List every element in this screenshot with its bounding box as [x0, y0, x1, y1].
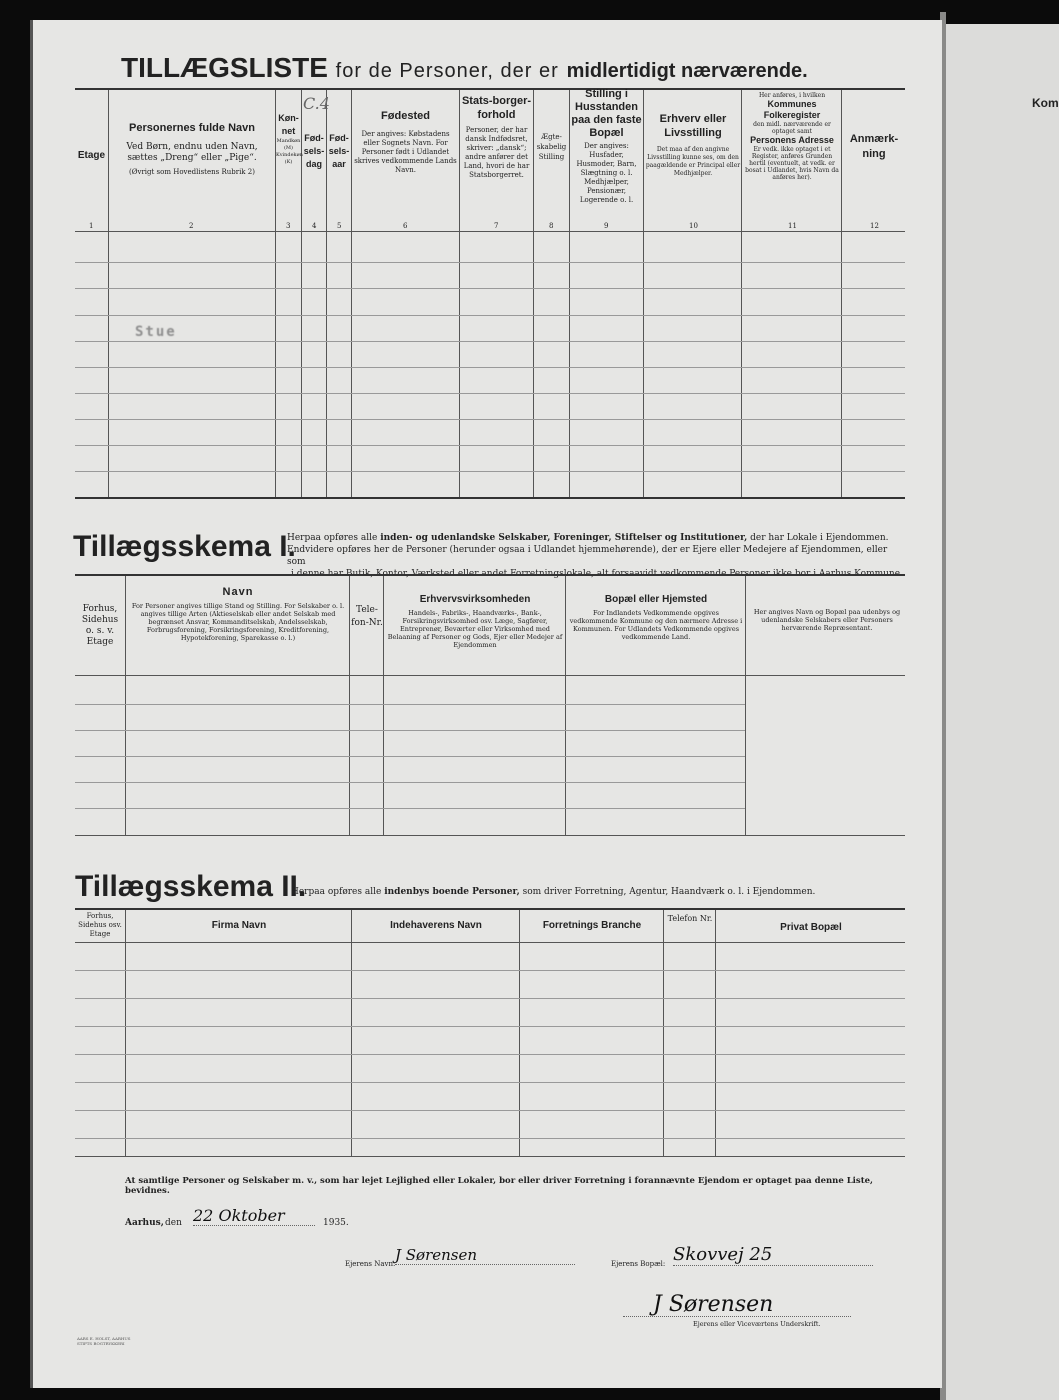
- schema1-title: Tillægsskema I.: [73, 530, 296, 563]
- schema2-col-etage: Forhus, Sidehus osv. Etage: [78, 912, 122, 938]
- schema1-description: Herpaa opføres alle inden- og udenlandske Selskaber, Foreninger, Stiftelser og Institutioner, der har Lokale i Ejendommen. Endvidere opføres her de Personer (herunder ogsaa i Udlandet hjemmehørende), der er Ejere eller Medejere af Ejendommen, eller som i denne har Butik, Kontor, Værksted eller andet Forretningslokale, alt forsaavidt vedkommende Personer ikke bor i Aarhus Kommune.: [287, 533, 903, 579]
- schema2-col-owner: Indehaverens Navn: [390, 920, 482, 931]
- col-header-marital: Ægte-skabelig Stilling: [536, 133, 567, 161]
- faint-stamp: Stue: [135, 324, 177, 340]
- col-header-remarks: Anmærk-ning: [849, 133, 899, 160]
- col-header-sex-desc: Mandkøn (M) Kvindekøn (K): [276, 138, 303, 165]
- title-rest: for de Personer, der er: [335, 60, 559, 82]
- col-divider: [565, 576, 566, 836]
- col-divider: [351, 910, 352, 1156]
- col-header-registry: [743, 92, 841, 181]
- col-header-registry-title2: Personens Adresse: [750, 135, 834, 145]
- schema1-col-name: Navn For Personer angives tillige Stand og Stilling. For Selskaber o. l. angives tillige Arten (Aktieselskab eller andet Selskab med begrænset Ansvar, Kommanditselskab, Andelsselskab, Forbrugsforening, Forsikringsforening, Kreditforening, Hypotekforening, Sparekasse o. l.): [131, 586, 345, 642]
- facing-page: [946, 24, 1059, 1400]
- schema1-col-phone: Tele-fon-Nr.: [351, 605, 383, 628]
- col-header-household-desc: Der angives: Husfader, Husmoder, Barn, Slægtning o. l. Medhjælper, Pensionær, Logerende o. l.: [576, 142, 637, 204]
- col-divider: [745, 576, 746, 836]
- col-header-registry-desc: den midl. nærværende er optaget samt: [753, 121, 831, 135]
- printer-mark: AARS E. HOLST, AARHUS STIFTS BOGTRYKKERI: [77, 1336, 131, 1346]
- col-divider: [349, 576, 350, 836]
- title-main: TILLÆGSLISTE: [121, 52, 328, 83]
- col-header-name-note: (Øvrigt som Hovedlistens Rubrik 2): [129, 168, 255, 176]
- main-table-top-rule: [75, 88, 905, 90]
- col-divider: [351, 90, 352, 497]
- date-field[interactable]: 22 Oktober: [193, 1206, 315, 1226]
- schema1-col-business: Erhvervsvirksomheden Handels-, Fabriks-, Haandværks-, Bank-, Forsikringsvirksomhed osv. Læge, Sagfører, Entreprenør, Beværter eller Virksomhed med Belaaning af Personer og Gods, Ejer eller Medejer af Ejendommen: [387, 594, 563, 649]
- col-header-birthyear: Fød-sels-aar: [328, 133, 350, 169]
- title-bold: midlertidigt nærværende.: [566, 60, 808, 82]
- year-label: 1935.: [323, 1218, 349, 1228]
- owner-name-field[interactable]: J Sørensen: [395, 1246, 575, 1265]
- col-header-citizenship: [461, 94, 532, 180]
- main-table-bottom-rule: [75, 497, 905, 499]
- col-header-occupation-desc: Det maa af den angivne Livsstilling kunne ses, om den paagældende er Principal eller Medhjælper.: [645, 146, 741, 177]
- col-header-registry-desc2: Er vedk. ikke optaget i et Register, anføres Grunden hertil (eventuelt, at vedk. er bosat i Udlandet, hvis Navn da anføres her).: [745, 146, 839, 181]
- col-divider: [715, 910, 716, 1156]
- owner-address-label: Ejerens Bopæl:: [611, 1260, 666, 1268]
- signature-caption: Ejerens eller Viceværtens Underskrift.: [693, 1320, 821, 1328]
- col-header-registry-pre: Her anføres, i hvilken: [758, 92, 826, 99]
- col-header-occupation: [645, 112, 741, 178]
- schema1-col-etage: Forhus, Sidehus o. s. v. Etage: [81, 604, 119, 647]
- col-header-name-title: Personernes fulde Navn: [129, 122, 255, 134]
- schema2-description: Herpaa opføres alle indenbys boende Personer, som driver Forretning, Agentur, Haandværk o. l. i Ejendommen.: [291, 887, 816, 897]
- owner-address-field[interactable]: Skovvej 25: [673, 1244, 873, 1266]
- schema1-col-representative: Her angives Navn og Bopæl paa udenbys og udenlandske Selskabers eller Personers herværende Repræsentant.: [753, 608, 901, 632]
- col-divider: [643, 90, 644, 497]
- col-header-citizenship-title: Stats-borger-forhold: [461, 95, 532, 121]
- margin-mark: C.4: [303, 94, 330, 113]
- attestation-statement: At samtlige Personer og Selskaber m. v., som har lejet Lejlighed eller Lokaler, bor eller driver Forretning i forannævnte Ejendom er optaget paa denne Liste, bevidnes.: [125, 1176, 873, 1196]
- form-page: TILLÆGSLISTE for de Personer, der er midlertidigt nærværende. Etage Personernes fulde Navn Ved Børn, endnu uden Navn, sættes „Dreng“ eller „Pige“. (Øvrigt som Hovedlistens Rubrik 2) Køn-net Mandkøn (M) Kvindekøn (K) C.4 Fød-sels-dag Fød-sels-aar Fødested Der angives: Købstadens eller Sognets Navn. For Personer født i Udlandet skrives vedkommende Lands Navn. Stats-borger-forhold Personer, der har dansk Indfødsret, skriver: „dansk“; andre anfører det Land, hvori de har Statsborgerret. Ægte-skabelig Stilling Stilling i Husstanden paa den faste Bopæl Der angives: Husfader, Husmoder, Barn, Slægtning o. l. Medhjælper, Pensionær, Logerende o. l. Erhverv eller Livsstilling Det maa af den angivne Livsstilling kunne ses, om den paagældende er Principal eller Medhjælper. Her anføres, i hvilken Kommunes Folkeregister den midl. nærværende er optaget samt Personens Adresse Er vedk. ikke optaget i et Register, anføres Grunden hertil (eventuelt, at vedk. er bosat i Udlandet, hvis Navn da anføres her). Anmærk-ning 1 2 3 4 5 6 7 8 9 10 11 12 Stue Tillægsskema I. Herpaa opføres alle inden- og udenlandske Selskaber, Foreninger, Stiftelser og Institutioner, der har Lokale i Ejendommen. Endvidere opføres her de Personer (herunder ogsaa i Udlandet hjemmehørende), der er Ejere eller Medejere af Ejendommen, eller som i denne har Butik, Kontor, Værksted eller andet Forretningslokale, alt forsaavidt vedkommende Personer ikke bor i Aarhus Kommune. Forhus, Sidehus o. s. v. Etage Navn For Personer angives tillige Stand og Stilling. For Selskaber o. l. angives tillige Arten (Aktieselskab eller andet Selskab med begrænset Ansvar, Kommanditselskab, Andelsselskab, Forbrugsforening, Forsikringsforening, Kreditforening, Hypotekforening, Sparekasse o. l.) Tele-fon-Nr. Erhvervsvirksomheden Handels-, Fabriks-, Haandværks-, Bank-, Forsikringsvirksomhed osv. Læge, Sagfører, Entreprenør, Beværter eller Virksomhed med Belaaning af Personer og Gods, Ejer eller Medejer af Ejendommen Bopæl eller Hjemsted For Indlandets Vedkommende opgives vedkommende Kommune og den nærmere Adresse i Kommunen. For Udlandets Vedkommende opgives vedkommende Land. Her angives Navn og Bopæl paa udenbys og udenlandske Selskabers eller Personers herværende Repræsentant. Tillægsskema II. Herpaa opføres alle indenbys boende Personer, som driver Forretning, Agentur, Haandværk o. l. i Ejendommen. Forhus, Sidehus osv. Etage Firma Navn Indehaverens Navn Forretnings Branche Telefon Nr. Privat Bopæl At samtlige Personer og Selskaber m. v., som har lejet Lejlighed eller Lokaler, bor eller driver Forretning i forannævnte Ejendom er optaget paa denne Liste, bevidnes. Aarhus, den 22 Oktober 1935. Ejerens Navn: J Sørensen Ejerens Bopæl: Skovvej 25 J Sørensen Ejerens eller Viceværtens Underskrift. AARS E. HOLST, AARHUS STIFTS BOGTRYKKERI: [30, 20, 942, 1388]
- col-header-name: [111, 122, 273, 176]
- signature[interactable]: J Sørensen: [653, 1292, 774, 1317]
- col-header-birthplace-desc: Der angives: Købstadens eller Sognets Navn. For Personer født i Udlandet skrives vedkommende Lands Navn.: [354, 130, 457, 174]
- schema2-col-branch: Forretnings Branche: [542, 920, 642, 931]
- col-header-registry-title: Kommunes Folkeregister: [763, 99, 821, 120]
- facing-page-fragment: Kom: [1032, 96, 1059, 110]
- page-title: [121, 52, 808, 84]
- date-den-label: den: [165, 1218, 182, 1228]
- schema2-col-firm: Firma Navn: [211, 920, 267, 931]
- col-divider: [125, 910, 126, 1156]
- col-divider: [741, 90, 742, 497]
- signature-line: [623, 1316, 851, 1317]
- schema2-title: Tillægsskema II.: [75, 870, 307, 903]
- col-divider: [663, 910, 664, 1156]
- schema2-top-rule: [75, 908, 905, 910]
- col-header-name-desc: Ved Børn, endnu uden Navn, sættes „Dreng“ eller „Pige“.: [126, 142, 258, 163]
- col-header-household: [570, 88, 643, 205]
- col-header-birthday: Fød-sels-dag: [303, 133, 325, 169]
- schema2-header-rule: [75, 942, 905, 943]
- owner-name-label: Ejerens Navn:: [345, 1260, 396, 1268]
- schema2-col-phone: Telefon Nr.: [667, 914, 713, 923]
- col-header-etage: Etage: [77, 150, 106, 161]
- col-header-sex-title: Køn-net: [278, 113, 299, 136]
- schema1-header-rule: [75, 675, 905, 676]
- schema1-top-rule: [75, 574, 905, 576]
- schema1-col-residence: Bopæl eller Hjemsted For Indlandets Vedkommende opgives vedkommende Kommune og den nærmere Adresse i Kommunen. For Udlandets Vedkommende opgives vedkommende Land.: [569, 594, 743, 641]
- col-header-occupation-title: Erhverv eller Livsstilling: [659, 113, 727, 139]
- col-header-birthplace: [353, 110, 458, 175]
- col-divider: [841, 90, 842, 497]
- col-divider: [125, 576, 126, 836]
- col-header-birthplace-title: Fødested: [381, 110, 430, 122]
- col-divider: [108, 90, 109, 497]
- col-header-household-title: Stilling i Husstanden paa den faste Bopæl: [571, 88, 642, 139]
- col-divider: [459, 90, 460, 497]
- col-divider: [519, 910, 520, 1156]
- col-header-sex: [276, 112, 301, 166]
- col-header-citizenship-desc: Personer, der har dansk Indfødsret, skriver: „dansk“; andre anfører det Land, hvori de har Statsborgerret.: [463, 126, 530, 179]
- col-divider: [383, 576, 384, 836]
- main-table-header-rule: [75, 231, 905, 232]
- place-label: Aarhus,: [125, 1218, 164, 1228]
- schema2-col-private-address: Privat Bopæl: [780, 922, 842, 933]
